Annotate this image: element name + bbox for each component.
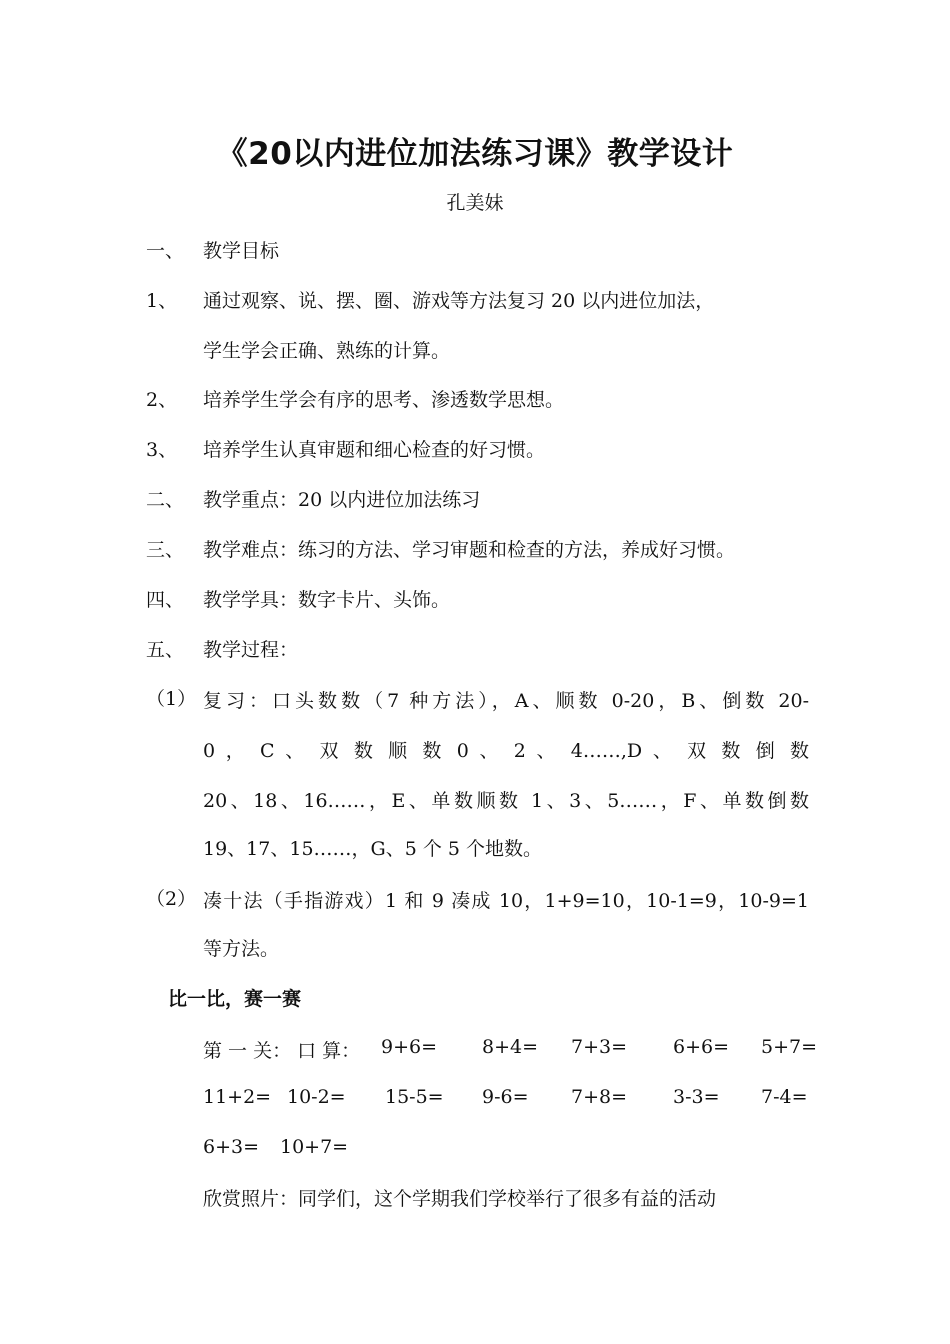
section-number: 二、 xyxy=(146,489,185,511)
math-problem: 9+6= xyxy=(381,1036,438,1058)
math-problem: 7-4= xyxy=(761,1086,808,1108)
document-title: 《20以内进位加法练习课》教学设计 xyxy=(216,136,734,172)
section-key-points: 教学重点：20 以内进位加法练习 xyxy=(203,489,481,511)
math-problem: 10-2= xyxy=(287,1086,346,1108)
goal-number: 2、 xyxy=(146,389,178,411)
section-number: 五、 xyxy=(146,639,185,661)
math-problem: 6+6= xyxy=(673,1036,730,1058)
math-problem: 7+3= xyxy=(571,1036,628,1058)
goal-number: 1、 xyxy=(146,290,178,312)
process-1-line-3: 20、18、16……，E、单数顺数 1、3、5……，F、单数倒数 xyxy=(203,790,809,812)
section-number: 三、 xyxy=(146,539,185,561)
process-step-number: （1） xyxy=(146,688,197,710)
level-1-label: 第 一 关： 口 算： xyxy=(203,1040,361,1062)
process-1-line-2: 0 ， C 、 双 数 顺 数 0 、 2 、 4……,D 、 双 数 倒 数 xyxy=(203,740,809,762)
math-problem: 9-6= xyxy=(482,1086,529,1108)
math-problem: 10+7= xyxy=(280,1136,349,1158)
process-1-line-4: 19、17、15……，G、5 个 5 个地数。 xyxy=(203,838,543,860)
math-problem: 7+8= xyxy=(571,1086,628,1108)
section-process: 教学过程： xyxy=(203,639,299,661)
section-materials: 教学学具：数字卡片、头饰。 xyxy=(203,589,451,611)
process-step-number: （2） xyxy=(146,888,197,910)
section-number: 一、 xyxy=(146,240,185,262)
goal-1-line-1: 通过观察、说、摆、圈、游戏等方法复习 20 以内进位加法， xyxy=(203,290,715,312)
contest-heading: 比一比，赛一赛 xyxy=(168,988,302,1010)
math-problem: 5+7= xyxy=(761,1036,818,1058)
goal-3: 培养学生认真审题和细心检查的好习惯。 xyxy=(203,439,546,461)
section-number: 四、 xyxy=(146,589,185,611)
goal-number: 3、 xyxy=(146,439,178,461)
math-problem: 6+3= xyxy=(203,1136,260,1158)
process-2-line-2: 等方法。 xyxy=(203,938,280,960)
goal-1-line-2: 学生学会正确、熟练的计算。 xyxy=(203,340,451,362)
process-2-line-1: 凑十法（手指游戏）1 和 9 凑成 10，1+9=10，10-1=9，10-9=1 xyxy=(203,890,809,912)
math-problem: 15-5= xyxy=(385,1086,444,1108)
photo-appreciation-line: 欣赏照片：同学们，这个学期我们学校举行了很多有益的活动 xyxy=(203,1188,717,1210)
section-difficulties: 教学难点：练习的方法、学习审题和检查的方法，养成好习惯。 xyxy=(203,539,736,561)
math-problem: 8+4= xyxy=(482,1036,539,1058)
goal-2: 培养学生学会有序的思考、渗透数学思想。 xyxy=(203,389,565,411)
process-1-line-1: 复习：口头数数（7 种方法），A、顺数 0-20，B、倒数 20- xyxy=(203,690,809,712)
author-name: 孔美妹 xyxy=(446,192,504,214)
math-problem: 3-3= xyxy=(673,1086,720,1108)
math-problem: 11+2= xyxy=(203,1086,272,1108)
section-heading-goals: 教学目标 xyxy=(203,240,280,262)
